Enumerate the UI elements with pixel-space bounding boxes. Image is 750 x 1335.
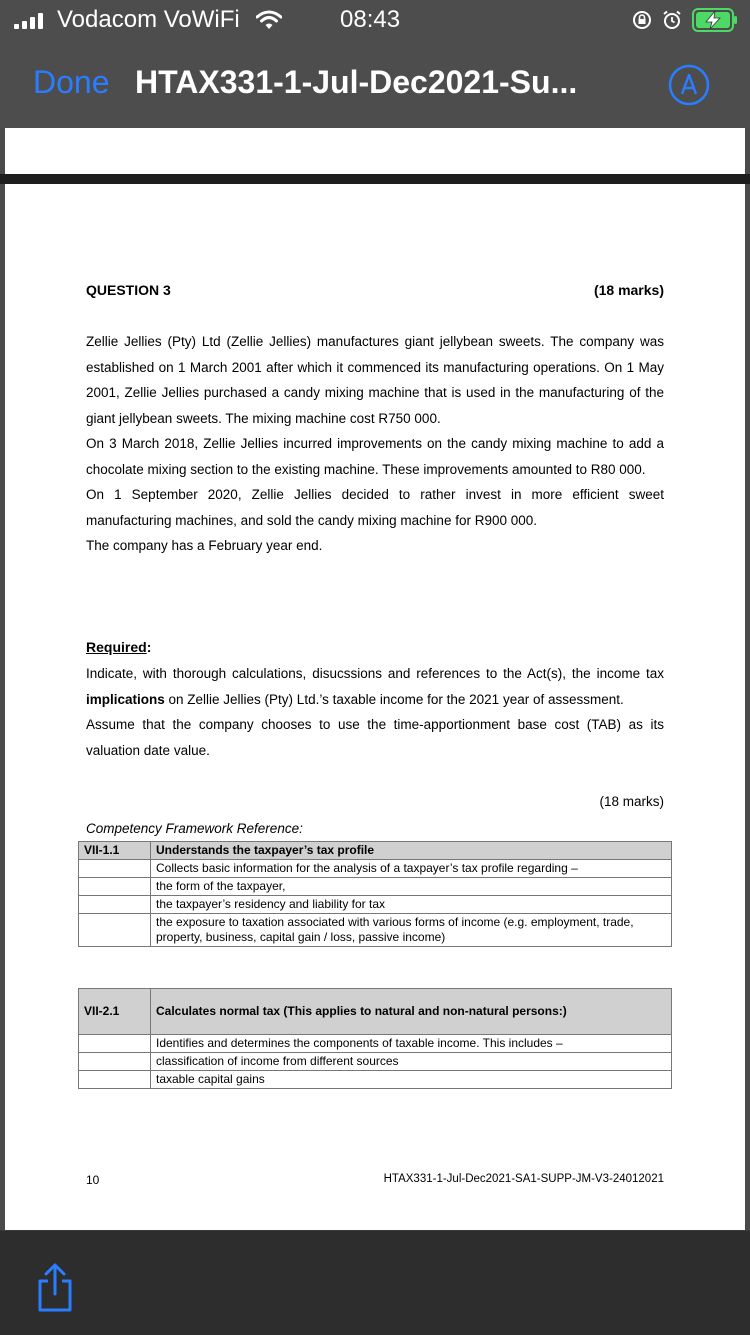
cellular-signal-icon	[14, 13, 43, 29]
table-row: the taxpayer’s residency and liability for tax	[151, 896, 672, 914]
battery-charging-icon	[692, 8, 738, 32]
paragraph: Zellie Jellies (Pty) Ltd (Zellie Jellies) manufactures giant jellybean sweets. The company was established on 1 March 2001 after which it commenced its manufacturing operations. On 1 May 2001, Zellie Jellies purchased a candy mixing machine that is used in the manufacturing of the giant jellybean sweets. The mixing machine cost R750 000.	[86, 334, 664, 426]
pdf-page[interactable]	[5, 184, 745, 1230]
table-row: Collects basic information for the analysis of a taxpayer’s tax profile regarding –	[151, 860, 672, 878]
assumption-text: Assume that the company chooses to use the time-apportionment base cost (TAB) as its valuation date value.	[86, 717, 664, 758]
competency-code: VII-1.1	[79, 842, 151, 860]
table-row: classification of income from different sources	[151, 1053, 672, 1071]
paragraph: On 1 September 2020, Zellie Jellies decided to rather invest in more efficient sweet manufacturing machines, and sold the candy mixing machine for R900 000.	[86, 487, 664, 528]
share-icon[interactable]	[34, 1263, 76, 1313]
markup-icon[interactable]	[668, 64, 710, 106]
document-title: HTAX331-1-Jul-Dec2021-Su...	[135, 64, 578, 100]
competency-code: VII-2.1	[79, 989, 151, 1035]
competency-framework-label: Competency Framework Reference:	[86, 821, 303, 836]
bottom-toolbar	[0, 1230, 750, 1335]
carrier-name: Vodacom VoWiFi	[57, 6, 240, 33]
status-bar	[0, 0, 750, 40]
table-row: taxable capital gains	[151, 1071, 672, 1089]
competency-table-2	[78, 988, 672, 1089]
navigation-bar	[0, 40, 750, 128]
question-title: QUESTION 3	[86, 282, 171, 298]
competency-table-1	[78, 841, 672, 947]
marks-total: (18 marks)	[599, 794, 664, 809]
question-marks: (18 marks)	[593, 282, 664, 298]
page-number: 10	[86, 1173, 100, 1187]
required-text: Indicate, with thorough calculations, disucssions and references to the Act(s), the income tax implications on Zellie Jellies (Pty) Ltd.’s taxable income for the 2021 year of assessment. Assume that the company chooses to use the time-apportionment base cost (TAB) as its valuation date value.	[86, 661, 664, 763]
alarm-icon	[662, 10, 682, 30]
table-row: Identifies and determines the components of taxable income. This includes –	[151, 1035, 672, 1053]
previous-page-fragment	[5, 128, 745, 174]
document-reference: HTAX331-1-Jul-Dec2021-SA1-SUPP-JM-V3-24012021	[383, 1173, 664, 1185]
paragraph: On 3 March 2018, Zellie Jellies incurred improvements on the candy mixing machine to add a chocolate mixing section to the existing machine. These improvements amounted to R80 000.	[86, 436, 664, 477]
rotation-lock-icon	[632, 10, 652, 30]
required-heading: Required:	[86, 639, 152, 655]
competency-heading: Understands the taxpayer’s tax profile	[151, 842, 672, 860]
done-button[interactable]: Done	[33, 64, 110, 100]
table-row: the form of the taxpayer,	[151, 878, 672, 896]
table-row: the exposure to taxation associated with various forms of income (e.g. employment, trade, property, business, capital gain / loss, passive income)	[151, 914, 672, 947]
competency-heading: Calculates normal tax (This applies to natural and non-natural persons:)	[151, 989, 672, 1035]
paragraph: The company has a February year end.	[86, 538, 323, 553]
status-time: 08:43	[340, 6, 401, 33]
wifi-icon	[256, 10, 282, 35]
question-body	[86, 329, 664, 559]
